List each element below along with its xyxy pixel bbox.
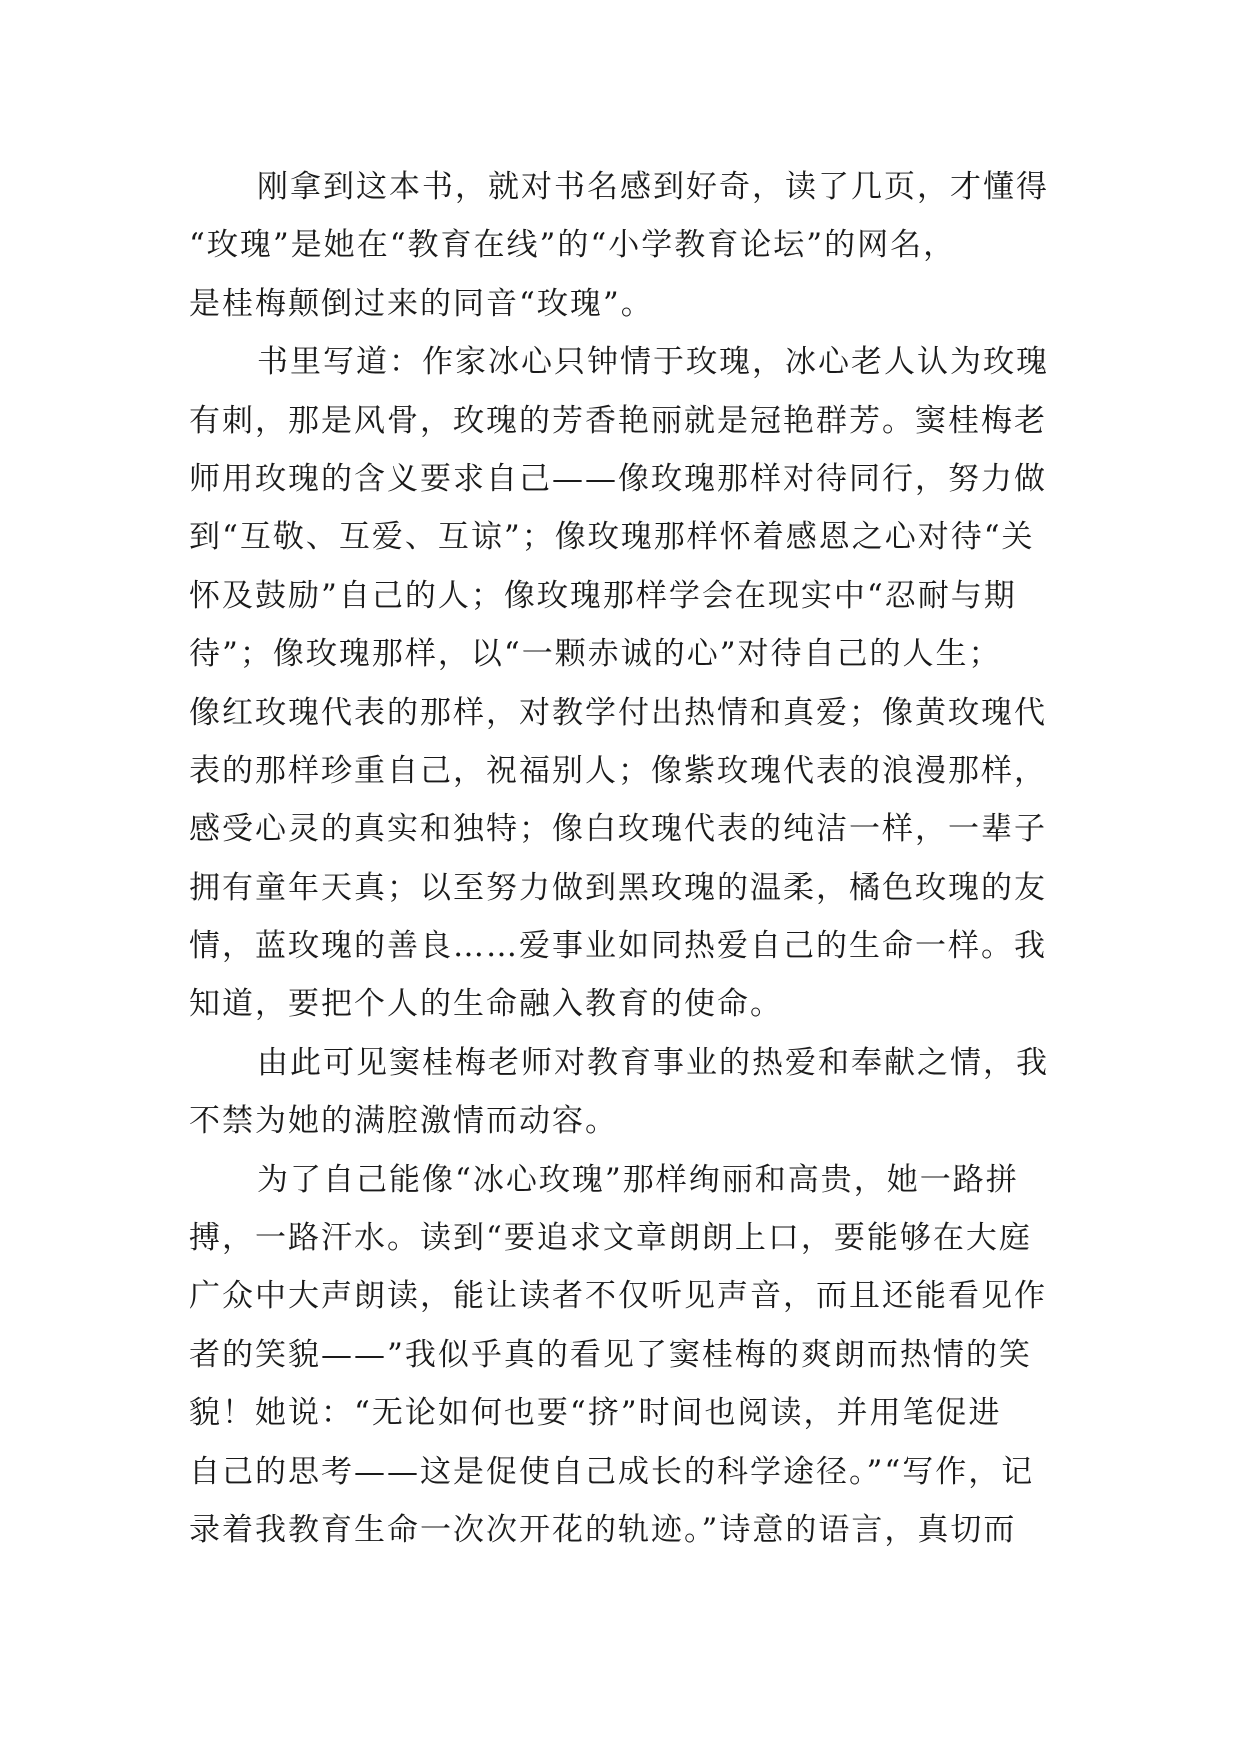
text-line: 感受心灵的真实和独特；像白玫瑰代表的纯洁一样，一辈子 [189,811,1047,848]
text-line: 自己的思考——这是促使自己成长的科学途径。”“写作，记 [189,1453,1035,1490]
text-line: 不禁为她的满腔激情而动容。 [189,1103,618,1140]
text-line: 为了自己能像“冰心玫瑰”那样绚丽和高贵，她一路拼 [257,1161,1019,1198]
text-line: 貌！她说：“无论如何也要“挤”时间也阅读，并用笔促进 [189,1395,1002,1432]
text-line: 书里写道：作家冰心只钟情于玫瑰，冰心老人认为玫瑰 [257,344,1049,381]
text-line: “玫瑰”是她在“教育在线”的“小学教育论坛”的网名， [189,227,957,264]
text-line: 刚拿到这本书，就对书名感到好奇，读了几页，才懂得 [257,169,1049,205]
text-line: 怀及鼓励”自己的人；像玫瑰那样学会在现实中“忍耐与期 [189,577,1017,614]
text-line: 录着我教育生命一次次开花的轨迹。”诗意的语言，真切而 [189,1511,1017,1548]
text-line: 广众中大声朗读，能让读者不仅听见声音，而且还能看见作 [189,1278,1047,1315]
paragraph-3 [189,1034,1051,1151]
text-line: 师用玫瑰的含义要求自己——像玫瑰那样对待同行，努力做 [189,460,1047,497]
text-line: 表的那样珍重自己，祝福别人；像紫玫瑰代表的浪漫那样， [189,752,1047,789]
paragraph-1 [189,158,1051,333]
text-line: 有刺，那是风骨，玫瑰的芳香艳丽就是冠艳群芳。窦桂梅老 [189,402,1047,439]
text-line: 待”；像玫瑰那样，以“一颗赤诚的心”对待自己的人生； [189,636,1002,673]
text-line: 到“互敬、互爱、互谅”；像玫瑰那样怀着感恩之心对待“关 [189,519,1035,556]
text-line: 者的笑貌——”我似乎真的看见了窦桂梅的爽朗而热情的笑 [189,1336,1032,1373]
text-line: 拥有童年天真；以至努力做到黑玫瑰的温柔，橘色玫瑰的友 [189,869,1047,906]
text-line: 是桂梅颠倒过来的同音“玫瑰”。 [189,285,654,322]
paragraph-2 [189,333,1051,1034]
text-line: 像红玫瑰代表的那样，对教学付出热情和真爱；像黄玫瑰代 [189,694,1047,731]
text-line: 搏，一路汗水。读到“要追求文章朗朗上口，要能够在大庭 [189,1220,1032,1257]
document-body [189,158,1051,1559]
text-line: 知道，要把个人的生命融入教育的使命。 [189,986,783,1023]
text-line: 情，蓝玫瑰的善良……爱事业如同热爱自己的生命一样。我 [189,928,1047,965]
paragraph-4 [189,1151,1051,1560]
text-line: 由此可见窦桂梅老师对教育事业的热爱和奉献之情，我 [257,1044,1049,1081]
